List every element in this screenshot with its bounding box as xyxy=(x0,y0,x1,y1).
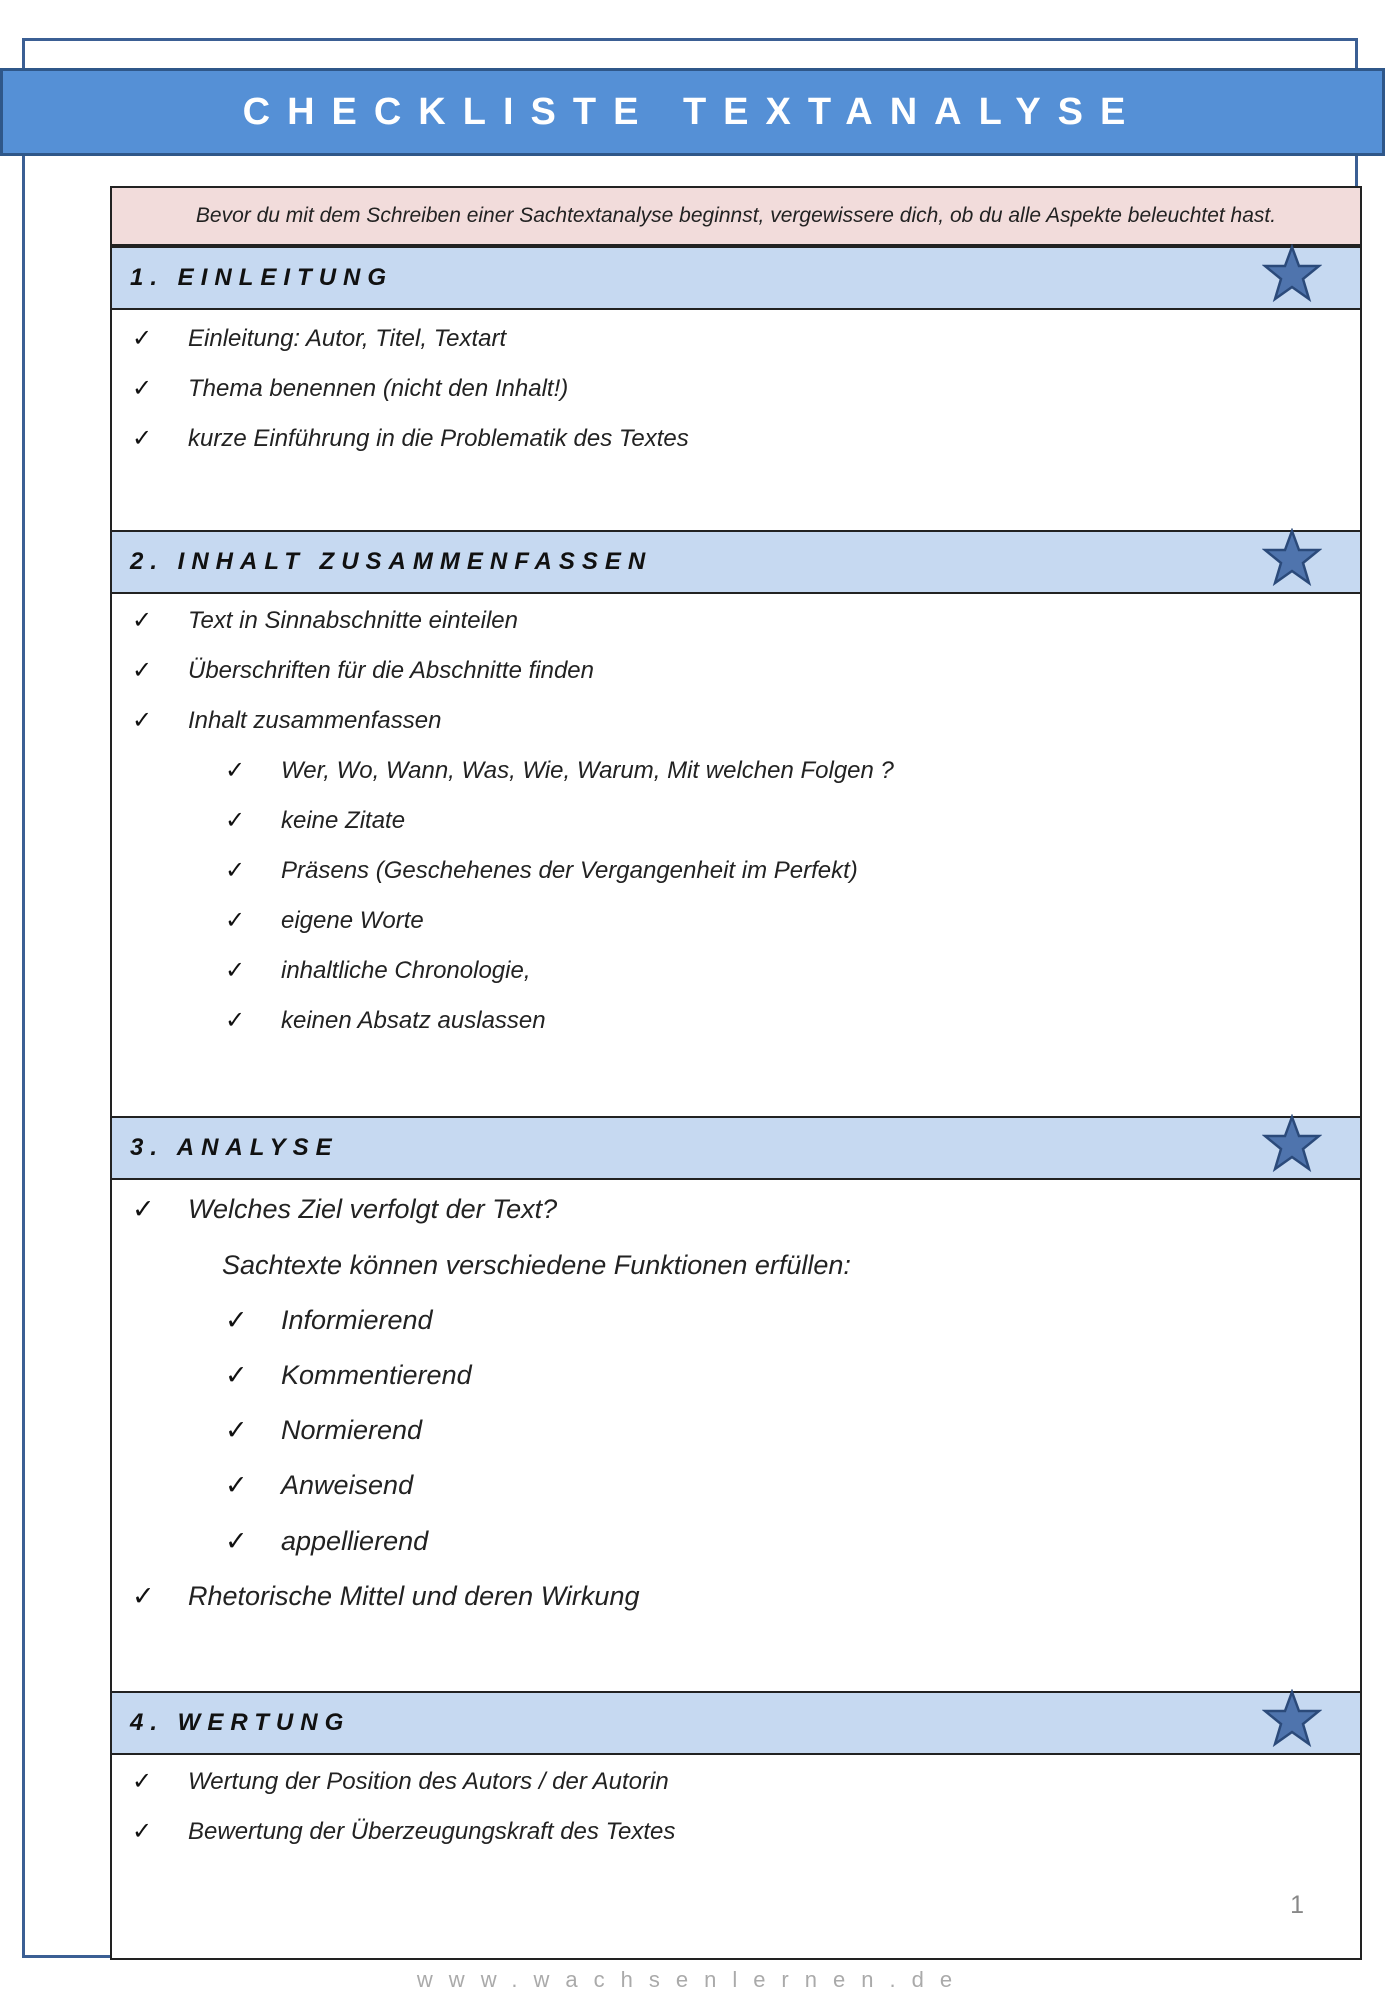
star-icon xyxy=(1262,244,1322,304)
check-icon: ✓ xyxy=(132,1581,155,1611)
list-item xyxy=(132,374,568,403)
list-item-text: Text in Sinnabschnitte einteilen xyxy=(188,606,518,634)
check-icon: ✓ xyxy=(132,1818,153,1845)
section-header-inhalt xyxy=(112,530,1360,594)
check-icon: ✓ xyxy=(132,607,153,634)
list-item-text: Einleitung: Autor, Titel, Textart xyxy=(188,324,507,352)
check-icon: ✓ xyxy=(225,757,246,784)
list-item-text: Rhetorische Mittel und deren Wirkung xyxy=(188,1581,640,1611)
sub-list-item xyxy=(225,1526,428,1557)
list-item-text: appellierend xyxy=(281,1526,429,1556)
list-item xyxy=(132,1581,639,1612)
check-icon: ✓ xyxy=(132,657,153,684)
section-header-einleitung xyxy=(112,246,1360,310)
page-title: CHECKLISTE TEXTANALYSE xyxy=(242,90,1143,133)
list-item-text: Kommentierend xyxy=(281,1360,472,1390)
footer-url[interactable]: www.wachsenlernen.de xyxy=(416,1967,969,1992)
list-item-text: Überschriften für die Abschnitte finden xyxy=(188,656,594,684)
check-icon: ✓ xyxy=(132,325,153,352)
sub-list-item xyxy=(225,1470,413,1501)
check-icon: ✓ xyxy=(225,1360,248,1390)
list-item-text: Wer, Wo, Wann, Was, Wie, Warum, Mit welchen Folgen ? xyxy=(281,756,894,784)
sub-list-item xyxy=(225,756,894,785)
sub-list-item xyxy=(225,1006,546,1035)
list-item xyxy=(132,706,441,735)
check-icon: ✓ xyxy=(225,807,246,834)
check-icon: ✓ xyxy=(132,707,153,734)
check-icon: ✓ xyxy=(132,425,153,452)
check-icon: ✓ xyxy=(132,375,153,402)
check-icon: ✓ xyxy=(225,957,246,984)
star-icon xyxy=(1262,528,1322,588)
list-item xyxy=(132,424,689,453)
section-heading: 1. EINLEITUNG xyxy=(130,264,394,291)
list-item xyxy=(132,1817,675,1846)
sub-list-item xyxy=(225,1305,433,1336)
sub-list-item xyxy=(225,906,424,935)
list-item-text: Präsens (Geschehenes der Vergangenheit im Perfekt) xyxy=(281,856,858,884)
sub-list-item xyxy=(225,856,858,885)
title-banner xyxy=(0,68,1385,156)
list-item xyxy=(132,606,518,635)
check-icon: ✓ xyxy=(225,1007,246,1034)
list-item-text: Wertung der Position des Autors / der Autorin xyxy=(188,1767,669,1795)
list-item-text: kurze Einführung in die Problematik des Textes xyxy=(188,424,689,452)
list-item-text: Informierend xyxy=(281,1305,433,1335)
list-item-text: Thema benennen (nicht den Inhalt!) xyxy=(188,374,569,402)
page-number: 1 xyxy=(1290,1891,1304,1919)
sub-list-item xyxy=(225,1415,422,1446)
sub-list-item xyxy=(225,806,405,835)
list-item xyxy=(132,324,506,353)
list-item-text: keine Zitate xyxy=(281,806,406,834)
check-icon: ✓ xyxy=(225,1415,248,1445)
list-note-text: Sachtexte können verschiedene Funktionen erfüllen: xyxy=(222,1250,851,1280)
star-icon xyxy=(1262,1114,1322,1174)
sub-list-item xyxy=(225,956,531,985)
list-item-text: Welches Ziel verfolgt der Text? xyxy=(188,1194,558,1224)
section-heading: 2. INHALT ZUSAMMENFASSEN xyxy=(130,548,653,575)
check-icon: ✓ xyxy=(225,1470,248,1500)
check-icon: ✓ xyxy=(225,907,246,934)
list-item xyxy=(132,1194,557,1225)
list-item xyxy=(132,656,594,685)
section-heading: 4. WERTUNG xyxy=(130,1709,351,1736)
list-item-text: keinen Absatz auslassen xyxy=(281,1006,546,1034)
intro-note: Bevor du mit dem Schreiben einer Sachtextanalyse beginnst, vergewissere dich, ob du alle Aspekte beleuchtet hast. xyxy=(112,188,1360,246)
section-header-wertung xyxy=(112,1691,1360,1755)
list-item-text: eigene Worte xyxy=(281,906,424,934)
section-header-analyse xyxy=(112,1116,1360,1180)
check-icon: ✓ xyxy=(225,1526,248,1556)
check-icon: ✓ xyxy=(225,857,246,884)
check-icon: ✓ xyxy=(132,1194,155,1224)
section-heading: 3. ANALYSE xyxy=(130,1134,339,1161)
list-item-text: Bewertung der Überzeugungskraft des Textes xyxy=(188,1817,676,1845)
list-item xyxy=(132,1767,669,1796)
star-icon xyxy=(1262,1689,1322,1749)
checklist-box xyxy=(110,186,1362,1960)
list-item-text: Normierend xyxy=(281,1415,423,1445)
list-item-text: inhaltliche Chronologie, xyxy=(281,956,531,984)
list-item-text: Inhalt zusammenfassen xyxy=(188,706,442,734)
sub-list-item xyxy=(225,1360,472,1391)
check-icon: ✓ xyxy=(225,1305,248,1335)
list-item-text: Anweisend xyxy=(281,1470,414,1500)
list-note xyxy=(222,1250,851,1281)
check-icon: ✓ xyxy=(132,1768,153,1795)
